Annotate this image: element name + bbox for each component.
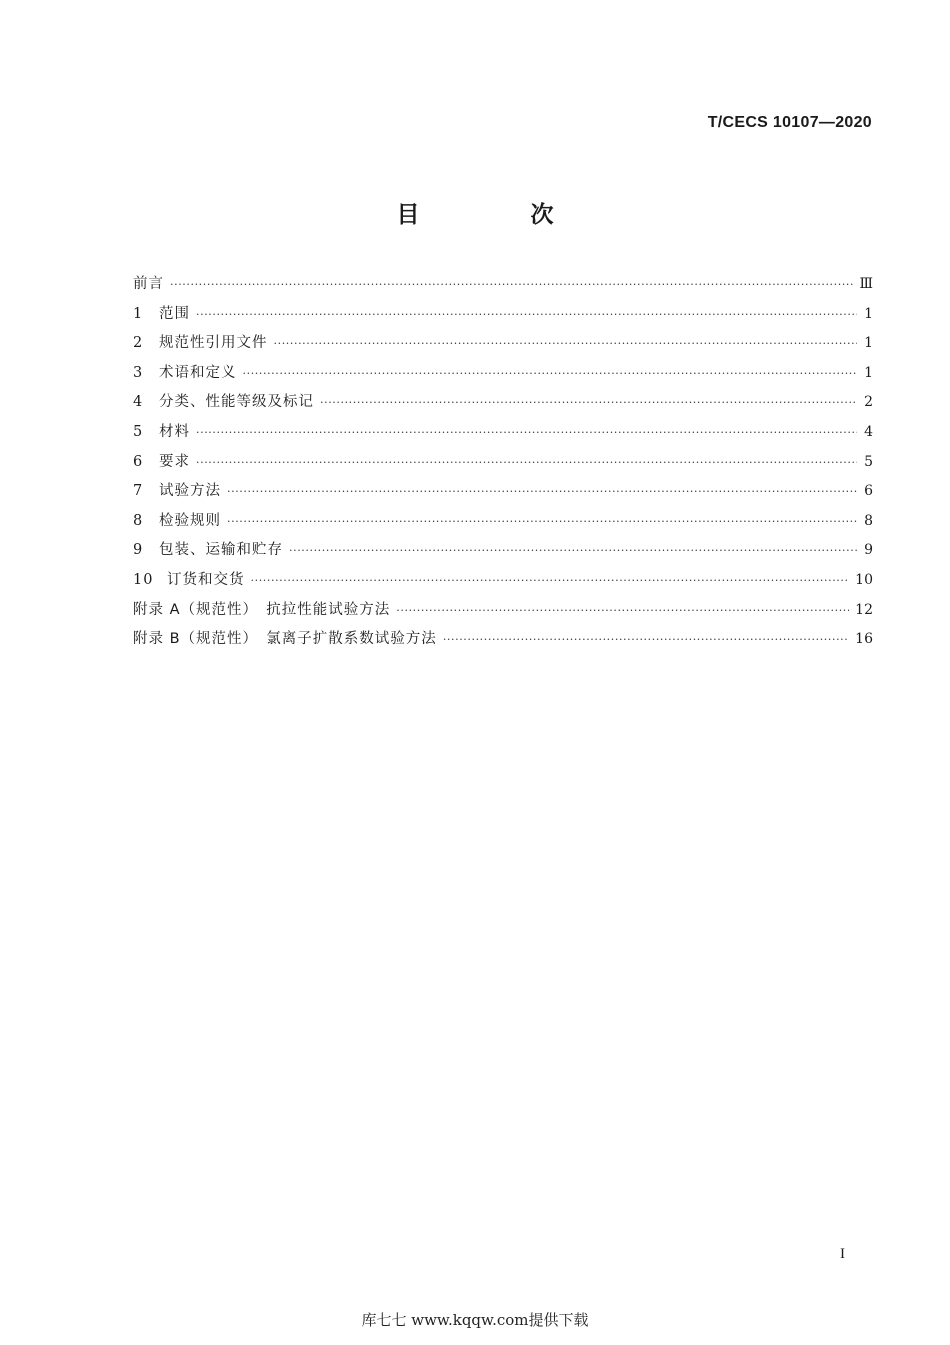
toc-entry-label: 要求 (159, 453, 190, 470)
toc-entry-page: 10 (855, 571, 873, 588)
toc-entry-9[interactable] (133, 538, 873, 568)
toc-entry-preface[interactable] (133, 272, 873, 302)
toc-leader-dots (274, 337, 858, 350)
toc-entry-label: 附录 A（规范性） 抗拉性能试验方法 (133, 601, 391, 618)
toc-entry-number: 4 (133, 394, 144, 411)
toc-entry-page: 1 (864, 335, 873, 352)
toc-entry-number: 3 (133, 364, 144, 381)
toc-entry-page: 1 (864, 364, 873, 381)
toc-entry-page: 6 (864, 483, 873, 500)
toc-leader-dots (227, 485, 857, 498)
toc-entry-appendix-a[interactable] (133, 598, 873, 628)
toc-entry-5[interactable] (133, 420, 873, 450)
toc-title: 目 次 (396, 202, 598, 228)
toc-leader-dots (196, 426, 857, 439)
toc-entry-page: 9 (864, 542, 873, 559)
toc-entry-6[interactable] (133, 450, 873, 480)
document-code: T/CECS 10107—2020 (707, 114, 872, 131)
toc-leader-dots (196, 308, 857, 321)
toc-entry-page: 4 (864, 423, 873, 440)
toc-entry-label: 试验方法 (159, 483, 221, 500)
toc-leader-dots (320, 396, 857, 409)
toc-leader-dots (170, 278, 853, 291)
toc-entry-label: 材料 (159, 423, 190, 440)
toc-entry-8[interactable] (133, 509, 873, 539)
toc-entry-page: 16 (855, 631, 873, 648)
toc-entry-number: 6 (133, 453, 144, 470)
toc-entry-page: 12 (855, 601, 873, 618)
toc-entry-label: 订货和交货 (167, 571, 245, 588)
toc-leader-dots (227, 515, 857, 528)
toc-entry-number: 10 (133, 571, 154, 588)
page-number: I (840, 1246, 845, 1262)
toc-list (133, 272, 873, 657)
toc-entry-10[interactable] (133, 568, 873, 598)
download-watermark: 库七七 www.kqqw.com提供下载 (361, 1311, 589, 1329)
toc-entry-page: Ⅲ (859, 276, 873, 292)
toc-entry-appendix-b[interactable] (133, 627, 873, 657)
toc-entry-number: 8 (133, 512, 144, 529)
toc-entry-label: 规范性引用文件 (159, 335, 268, 352)
toc-entry-label: 术语和定义 (159, 364, 237, 381)
toc-leader-dots (243, 367, 858, 380)
toc-entry-label: 前言 (133, 276, 164, 292)
toc-entry-number: 1 (133, 305, 144, 322)
toc-leader-dots (196, 456, 857, 469)
toc-entry-label: 检验规则 (159, 512, 221, 529)
toc-entry-2[interactable] (133, 331, 873, 361)
toc-entry-7[interactable] (133, 479, 873, 509)
toc-leader-dots (251, 574, 850, 587)
toc-entry-number: 2 (133, 335, 144, 352)
toc-leader-dots (443, 633, 849, 646)
toc-entry-number: 7 (133, 483, 144, 500)
toc-entry-3[interactable] (133, 361, 873, 391)
toc-entry-label: 范围 (159, 305, 190, 322)
toc-entry-label: 包装、运输和贮存 (159, 542, 283, 559)
toc-leader-dots (396, 604, 849, 617)
toc-entry-page: 1 (864, 305, 873, 322)
toc-entry-page: 8 (864, 512, 873, 529)
toc-entry-number: 9 (133, 542, 144, 559)
toc-entry-page: 2 (864, 394, 873, 411)
toc-entry-1[interactable] (133, 302, 873, 332)
toc-entry-4[interactable] (133, 390, 873, 420)
toc-entry-label: 分类、性能等级及标记 (159, 394, 314, 411)
toc-entry-page: 5 (864, 453, 873, 470)
toc-leader-dots (289, 544, 857, 557)
toc-entry-label: 附录 B（规范性） 氯离子扩散系数试验方法 (133, 631, 437, 648)
toc-entry-number: 5 (133, 423, 144, 440)
